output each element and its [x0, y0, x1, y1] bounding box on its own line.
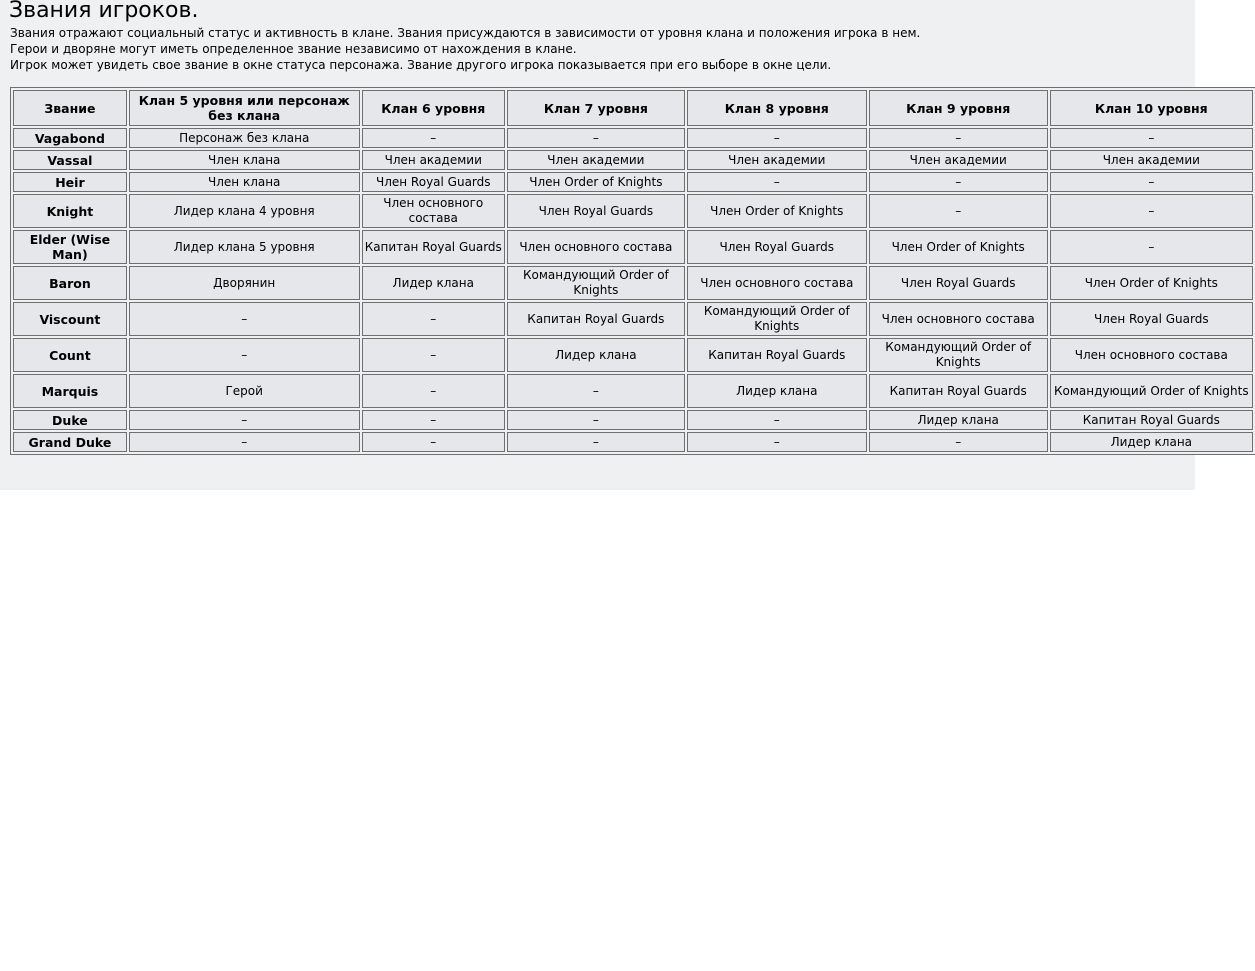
- table-row: [13, 150, 1253, 170]
- table-cell: Капитан Royal Guards: [869, 374, 1048, 408]
- table-cell: –: [1050, 230, 1253, 264]
- table-cell: Член клана: [129, 150, 360, 170]
- header-clan-10: Клан 10 уровня: [1050, 90, 1253, 126]
- table-cell: Лидер клана: [687, 374, 867, 408]
- table-cell: Капитан Royal Guards: [687, 338, 867, 372]
- table-row: [13, 432, 1253, 452]
- rank-name: Viscount: [13, 302, 127, 336]
- table-cell: Член Royal Guards: [687, 230, 867, 264]
- table-cell: –: [687, 172, 867, 192]
- rank-name: Baron: [13, 266, 127, 300]
- table-cell: Персонаж без клана: [129, 128, 360, 148]
- table-cell: –: [507, 432, 685, 452]
- table-row: [13, 410, 1253, 430]
- table-row: [13, 128, 1253, 148]
- table-cell: Капитан Royal Guards: [507, 302, 685, 336]
- table-cell: Член Order of Knights: [687, 194, 867, 228]
- table-cell: –: [869, 172, 1048, 192]
- table-cell: –: [687, 432, 867, 452]
- table-cell: Член основного состава: [1050, 338, 1253, 372]
- rank-name: Vagabond: [13, 128, 127, 148]
- table-cell: –: [687, 128, 867, 148]
- table-cell: Член основного состава: [362, 194, 505, 228]
- header-clan-6: Клан 6 уровня: [362, 90, 505, 126]
- table-cell: –: [869, 194, 1048, 228]
- table-cell: Член Royal Guards: [507, 194, 685, 228]
- table-cell: Командующий Order of Knights: [1050, 374, 1253, 408]
- table-row: [13, 266, 1253, 300]
- intro-text: [10, 25, 920, 73]
- table-cell: –: [362, 432, 505, 452]
- table-cell: Член академии: [362, 150, 505, 170]
- table-cell: Лидер клана: [362, 266, 505, 300]
- rank-name: Duke: [13, 410, 127, 430]
- table-cell: –: [1050, 172, 1253, 192]
- table-cell: Лидер клана: [1050, 432, 1253, 452]
- page-title: Звания игроков.: [9, 0, 199, 23]
- table-cell: Член Order of Knights: [1050, 266, 1253, 300]
- header-clan-7: Клан 7 уровня: [507, 90, 685, 126]
- ranks-table-container: [10, 87, 1249, 455]
- header-rank: Звание: [13, 90, 127, 126]
- intro-line: Игрок может увидеть свое звание в окне статуса персонажа. Звание другого игрока показывается при его выборе в окне цели.: [10, 58, 832, 72]
- header-clan-9: Клан 9 уровня: [869, 90, 1048, 126]
- table-cell: –: [362, 128, 505, 148]
- rank-name: Vassal: [13, 150, 127, 170]
- table-cell: –: [129, 410, 360, 430]
- table-cell: Член Royal Guards: [1050, 302, 1253, 336]
- rank-name: Grand Duke: [13, 432, 127, 452]
- table-cell: Член основного состава: [507, 230, 685, 264]
- table-row: [13, 302, 1253, 336]
- rank-name: Count: [13, 338, 127, 372]
- table-cell: –: [1050, 194, 1253, 228]
- table-cell: –: [362, 338, 505, 372]
- table-cell: Лидер клана 4 уровня: [129, 194, 360, 228]
- table-cell: Член основного состава: [687, 266, 867, 300]
- table-cell: Капитан Royal Guards: [362, 230, 505, 264]
- table-cell: Член клана: [129, 172, 360, 192]
- table-row: [13, 338, 1253, 372]
- table-cell: –: [129, 432, 360, 452]
- table-cell: Член Royal Guards: [869, 266, 1048, 300]
- rank-name: Heir: [13, 172, 127, 192]
- table-cell: Командующий Order of Knights: [869, 338, 1048, 372]
- table-cell: Дворянин: [129, 266, 360, 300]
- table-cell: –: [507, 128, 685, 148]
- table-cell: –: [507, 410, 685, 430]
- ranks-table: [10, 87, 1255, 455]
- header-clan-8: Клан 8 уровня: [687, 90, 867, 126]
- table-cell: –: [362, 374, 505, 408]
- table-row: [13, 230, 1253, 264]
- table-cell: Член Order of Knights: [507, 172, 685, 192]
- table-cell: Командующий Order of Knights: [687, 302, 867, 336]
- table-row: [13, 374, 1253, 408]
- table-cell: Капитан Royal Guards: [1050, 410, 1253, 430]
- table-cell: –: [129, 338, 360, 372]
- table-cell: –: [687, 410, 867, 430]
- table-cell: –: [869, 128, 1048, 148]
- table-cell: Член академии: [687, 150, 867, 170]
- table-cell: Лидер клана: [869, 410, 1048, 430]
- rank-name: Elder (Wise Man): [13, 230, 127, 264]
- table-cell: –: [1050, 128, 1253, 148]
- table-row: [13, 194, 1253, 228]
- intro-line: Звания отражают социальный статус и активность в клане. Звания присуждаются в зависимости от уровня клана и положения игрока в нем.: [10, 26, 921, 40]
- table-row: [13, 172, 1253, 192]
- table-cell: Член Royal Guards: [362, 172, 505, 192]
- table-cell: –: [129, 302, 360, 336]
- intro-line: Герои и дворяне могут иметь определенное звание независимо от нахождения в клане.: [10, 42, 577, 56]
- table-cell: Член академии: [869, 150, 1048, 170]
- table-cell: –: [362, 302, 505, 336]
- table-cell: Лидер клана: [507, 338, 685, 372]
- table-cell: Лидер клана 5 уровня: [129, 230, 360, 264]
- table-cell: Член академии: [507, 150, 685, 170]
- table-cell: –: [507, 374, 685, 408]
- table-cell: Герой: [129, 374, 360, 408]
- table-cell: Член академии: [1050, 150, 1253, 170]
- table-cell: –: [362, 410, 505, 430]
- table-cell: Командующий Order of Knights: [507, 266, 685, 300]
- table-cell: –: [869, 432, 1048, 452]
- table-cell: Член основного состава: [869, 302, 1048, 336]
- rank-name: Knight: [13, 194, 127, 228]
- table-header-row: [13, 90, 1253, 126]
- table-cell: Член Order of Knights: [869, 230, 1048, 264]
- header-clan-5: Клан 5 уровня или персонаж без клана: [129, 90, 360, 126]
- rank-name: Marquis: [13, 374, 127, 408]
